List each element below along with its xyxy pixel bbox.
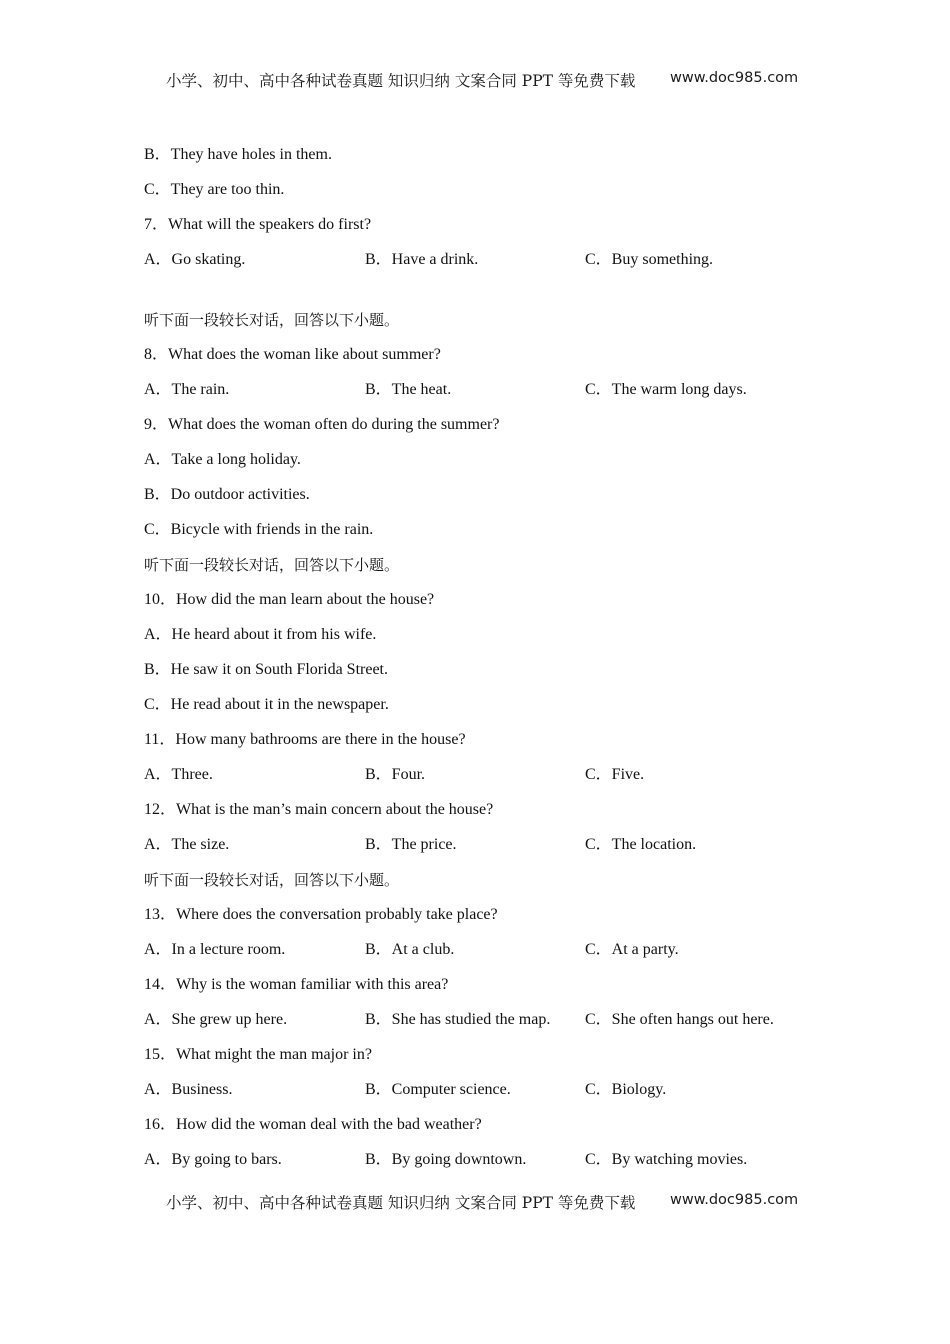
page-footer	[0, 1191, 950, 1215]
question-15: 15．What might the man major in?	[144, 1046, 372, 1063]
q12-option-a: A．The size.	[144, 836, 230, 853]
q11-option-c: C．Five.	[585, 766, 645, 783]
question-7-options	[144, 248, 824, 283]
header-text: 小学、初中、高中各种试卷真题 知识归纳 文案合同 PPT 等免费下载	[166, 72, 636, 90]
q7-option-c: C．Buy something.	[585, 251, 714, 268]
q15-option-a: A．Business.	[144, 1081, 233, 1098]
q8-option-a: A．The rain.	[144, 381, 230, 398]
q14-option-a: A．She grew up here.	[144, 1011, 288, 1028]
q14-option-b: B．She has studied the map.	[365, 1011, 551, 1028]
question-16-options	[144, 1148, 824, 1183]
q15-option-c: C．Biology.	[585, 1081, 667, 1098]
footer-text: 小学、初中、高中各种试卷真题 知识归纳 文案合同 PPT 等免费下载	[166, 1194, 636, 1212]
q6-option-c: C．They are too thin.	[144, 181, 285, 198]
question-14: 14．Why is the woman familiar with this area?	[144, 976, 449, 993]
q13-option-b: B．At a club.	[365, 941, 455, 958]
question-8-options	[144, 378, 824, 413]
question-9: 9．What does the woman often do during the summer?	[144, 416, 500, 433]
question-8: 8．What does the woman like about summer?	[144, 346, 441, 363]
instruction-1: 听下面一段较长对话，回答以下小题。	[144, 311, 400, 329]
footer-url[interactable]: www.doc985.com	[670, 1192, 799, 1208]
q16-option-a: A．By going to bars.	[144, 1151, 282, 1168]
question-11-options	[144, 763, 824, 798]
question-10: 10．How did the man learn about the house?	[144, 591, 435, 608]
instruction-3: 听下面一段较长对话，回答以下小题。	[144, 871, 400, 889]
q10-option-b: B．He saw it on South Florida Street.	[144, 661, 388, 678]
q13-option-c: C．At a party.	[585, 941, 679, 958]
q7-option-b: B．Have a drink.	[365, 251, 479, 268]
q7-option-a: A．Go skating.	[144, 251, 246, 268]
q11-option-b: B．Four.	[365, 766, 426, 783]
question-12-options	[144, 833, 824, 868]
q9-option-b: B．Do outdoor activities.	[144, 486, 310, 503]
header-url[interactable]: www.doc985.com	[670, 70, 799, 86]
question-11: 11．How many bathrooms are there in the house?	[144, 731, 466, 748]
q9-option-a: A．Take a long holiday.	[144, 451, 301, 468]
question-7: 7．What will the speakers do first?	[144, 216, 372, 233]
page-header	[0, 69, 950, 93]
q10-option-c: C．He read about it in the newspaper.	[144, 696, 389, 713]
q10-option-a: A．He heard about it from his wife.	[144, 626, 377, 643]
question-15-options	[144, 1078, 824, 1113]
q6-option-b: B．They have holes in them.	[144, 146, 332, 163]
question-13-options	[144, 938, 824, 973]
q15-option-b: B．Computer science.	[365, 1081, 511, 1098]
question-12: 12．What is the man’s main concern about the house?	[144, 801, 494, 818]
q12-option-c: C．The location.	[585, 836, 697, 853]
q12-option-b: B．The price.	[365, 836, 457, 853]
q13-option-a: A．In a lecture room.	[144, 941, 286, 958]
q8-option-c: C．The warm long days.	[585, 381, 747, 398]
question-16: 16．How did the woman deal with the bad weather?	[144, 1116, 482, 1133]
question-14-options	[144, 1008, 824, 1043]
q11-option-a: A．Three.	[144, 766, 213, 783]
q9-option-c: C．Bicycle with friends in the rain.	[144, 521, 374, 538]
q16-option-c: C．By watching movies.	[585, 1151, 748, 1168]
q8-option-b: B．The heat.	[365, 381, 452, 398]
instruction-2: 听下面一段较长对话，回答以下小题。	[144, 556, 400, 574]
question-13: 13．Where does the conversation probably take place?	[144, 906, 498, 923]
q16-option-b: B．By going downtown.	[365, 1151, 527, 1168]
q14-option-c: C．She often hangs out here.	[585, 1011, 774, 1028]
question-content	[144, 143, 824, 1183]
